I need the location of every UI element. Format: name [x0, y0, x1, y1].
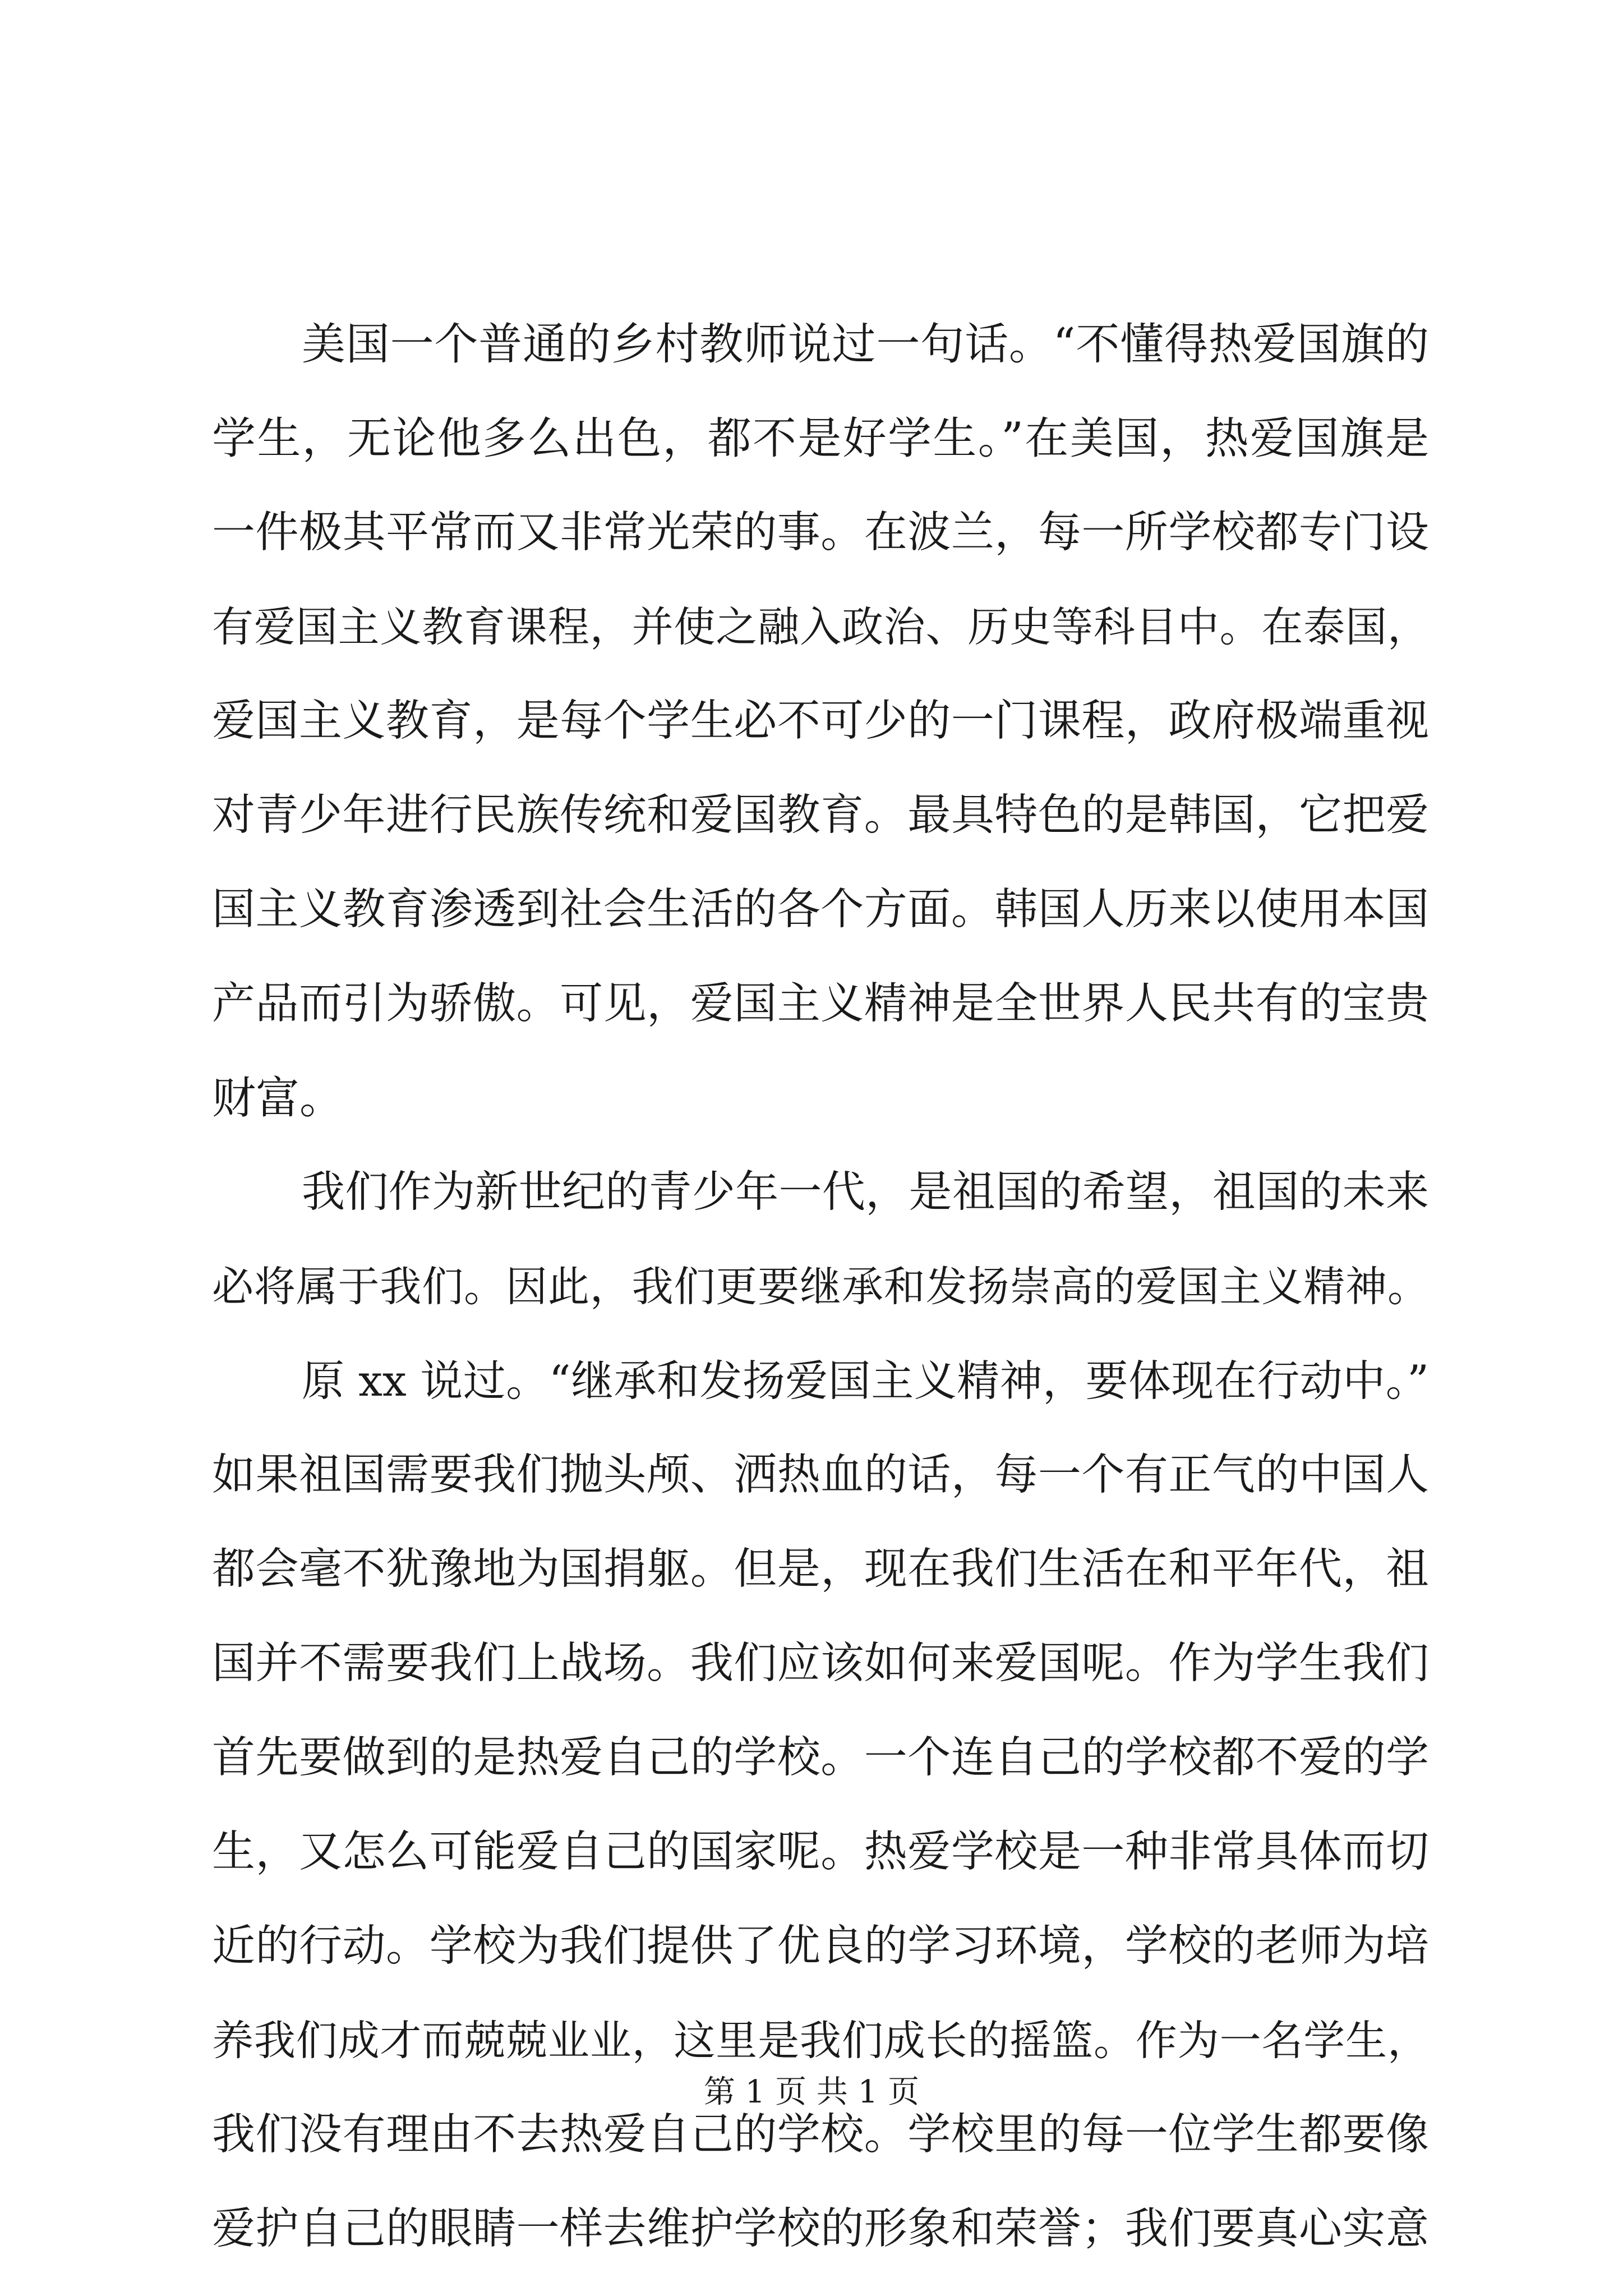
- paragraph-1-line-4: 有爱国主义教育课程，并使之融入政治、历史等科目中。在泰国，: [212, 603, 1429, 651]
- page-footer: 第 1 页 共 1 页: [703, 2074, 920, 2110]
- paragraph-2-line-1: 我们作为新世纪的青少年一代，是祖国的希望，祖国的未来: [302, 1167, 1429, 1217]
- document-body: [212, 297, 1429, 2276]
- paragraph-1-line-8: 产品而引为骄傲。可见，爱国主义精神是全世界人民共有的宝贵: [212, 979, 1429, 1029]
- paragraph-3-line-10: 爱护自己的眼睛一样去维护学校的形象和荣誉；我们要真心实意: [212, 2204, 1429, 2254]
- paragraph-3-line-3: 都会毫不犹豫地为国捐躯。但是，现在我们生活在和平年代，祖: [212, 1544, 1429, 1594]
- paragraph-3-line-6: 生，又怎么可能爱自己的国家呢。热爱学校是一种非常具体而切: [212, 1827, 1429, 1877]
- paragraph-1-line-5: 爱国主义教育，是每个学生必不可少的一门课程，政府极端重视: [212, 696, 1429, 746]
- paragraph-1-line-1: 美国一个普通的乡村教师说过一句话。“不懂得热爱国旗的: [302, 319, 1429, 370]
- paragraph-3-line-5: 首先要做到的是热爱自己的学校。一个连自己的学校都不爱的学: [212, 1733, 1429, 1783]
- paragraph-1-line-3: 一件极其平常而又非常光荣的事。在波兰，每一所学校都专门设: [212, 508, 1429, 558]
- paragraph-2-line-2: 必将属于我们。因此，我们更要继承和发扬崇高的爱国主义精神。: [212, 1263, 1429, 1311]
- paragraph-3-line-1: 原 xx 说过。“继承和发扬爱国主义精神，要体现在行动中。”: [302, 1356, 1429, 1406]
- paragraph-3-line-7: 近的行动。学校为我们提供了优良的学习环境，学校的老师为培: [212, 1921, 1429, 1971]
- paragraph-3-line-8: 养我们成才而兢兢业业，这里是我们成长的摇篮。作为一名学生，: [212, 2017, 1429, 2065]
- paragraph-3-line-2: 如果祖国需要我们抛头颅、洒热血的话，每一个有正气的中国人: [212, 1450, 1429, 1500]
- paragraph-3-line-4: 国并不需要我们上战场。我们应该如何来爱国呢。作为学生我们: [212, 1639, 1429, 1688]
- paragraph-1-line-7: 国主义教育渗透到社会生活的各个方面。韩国人历来以使用本国: [212, 885, 1429, 935]
- paragraph-1-line-6: 对青少年进行民族传统和爱国教育。最具特色的是韩国，它把爱: [212, 790, 1429, 840]
- paragraph-1-line-2: 学生，无论他多么出色，都不是好学生。”在美国，热爱国旗是: [212, 413, 1429, 464]
- paragraph-3-line-9: 我们没有理由不去热爱自己的学校。学校里的每一位学生都要像: [212, 2110, 1429, 2160]
- paragraph-1-line-9: 财富。: [212, 1073, 344, 1124]
